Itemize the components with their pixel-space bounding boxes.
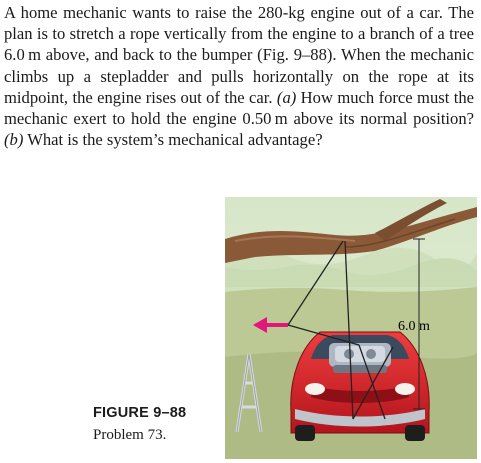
figure-sublabel: Problem 73.	[93, 427, 167, 443]
problem-segment-0: A home mechanic wants to raise the 280-kg engine out of a car. The plan is to stretch a rope vertically from the engine to a branch of a tree 6.0 m above, and back to the bumper (Fig. 9–88). When the mechanic climbs up a stepladder and pulls horizontally on the rope at its midpoint, the engine rises out of the car.	[4, 3, 474, 107]
dimension-label: 6.0 m	[398, 319, 430, 334]
problem-text	[4, 2, 474, 150]
problem-segment-2: How much force must the mechanic exert to hold the engine 0.50 m above its normal position?	[4, 87, 474, 129]
part-a-label: (a)	[276, 87, 297, 107]
figure-label: FIGURE 9–88	[93, 405, 187, 421]
problem-segment-4: What is the system’s mechanical advantage?	[23, 130, 323, 150]
figure-illustration	[225, 197, 477, 459]
part-b-label: (b)	[4, 130, 24, 150]
figure-caption	[93, 404, 186, 445]
